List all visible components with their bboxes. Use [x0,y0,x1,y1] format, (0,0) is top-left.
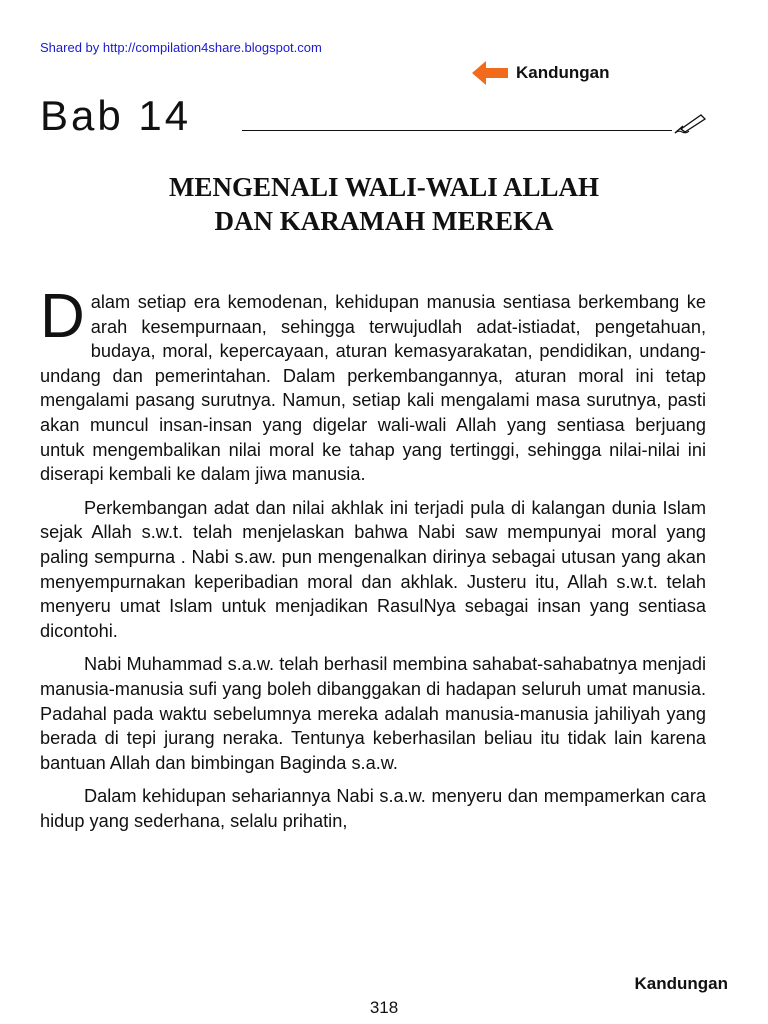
paragraph-4: Dalam kehidupan sehariannya Nabi s.a.w. menyeru dan mempamerkan cara hidup yang sederhana, selalu prihatin, [40,786,706,831]
paragraph-1-text: alam setiap era kemodenan, kehidupan manusia sentiasa berkembang ke arah kesempurnaan, sehingga terwujudlah adat-istiadat, pengetahuan, budaya, moral, kepercayaan, aturan kemasyarakatan, pendidikan, undang-undang dan pemerintahan. Dalam perkembangannya, aturan moral ini tetap mengalami pasang surutnya. Namun, setiap kali mengalami masa surutnya, pasti akan muncul insan-insan yang digelar wali-wali Allah yang sentiasa berjuang untuk mengembalikan nilai moral ke tahap yang tertinggi, sehingga nilai-nilai ini diserapi kembali ke dalam jiwa manusia. [40,292,706,485]
chapter-title-line-1: MENGENALI WALI-WALI ALLAH [168,172,600,202]
drop-cap: D [40,282,85,351]
chapter-title [40,170,728,238]
paragraph-2: Perkembangan adat dan nilai akhlak ini terjadi pula di kalangan dunia Islam sejak Allah s.w.t. telah menjelaskan bahwa Nabi saw mempunyai moral yang paling sempurna . Nabi s.aw. pun mengenalkan dirinya sebagai utusan yang akan menyempurnakan keperibadian moral dan akhlak. Justeru itu, Allah s.w.t. telah menyeru umat Islam untuk menjadikan RasulNya sebagai insan yang sentiasa dicontohi. [40,497,706,641]
contents-nav-label: Kandungan [516,63,610,82]
chapter-title-line-2: DAN KARAMAH MEREKA [214,206,554,236]
contents-nav-bottom-button[interactable]: Kandungan [634,974,728,993]
shared-by-link[interactable]: Shared by http://compilation4share.blogspot.com [40,40,322,55]
chapter-label: Bab 14 [40,92,192,139]
paragraph-3: Nabi Muhammad s.a.w. telah berhasil membina sahabat-sahabatnya menjadi manusia-manusia sufi yang boleh dibanggakan di hadapan seluruh umat manusia. Padahal pada waktu sebelumnya mereka adalah manusia-manusia jahiliyah yang berada di tepi jurang neraka. Tentunya keberhasilan beliau itu tidak lain karena bantuan Allah dan bimbingan Baginda s.a.w. [40,654,706,773]
page-number: 318 [369,998,399,1017]
paragraph-1 [40,282,706,487]
chapter-body [40,282,706,842]
contents-nav-button[interactable] [470,56,610,90]
chapter-rule [242,130,672,131]
left-arrow-icon [470,58,510,88]
pen-writing-icon [673,113,707,135]
